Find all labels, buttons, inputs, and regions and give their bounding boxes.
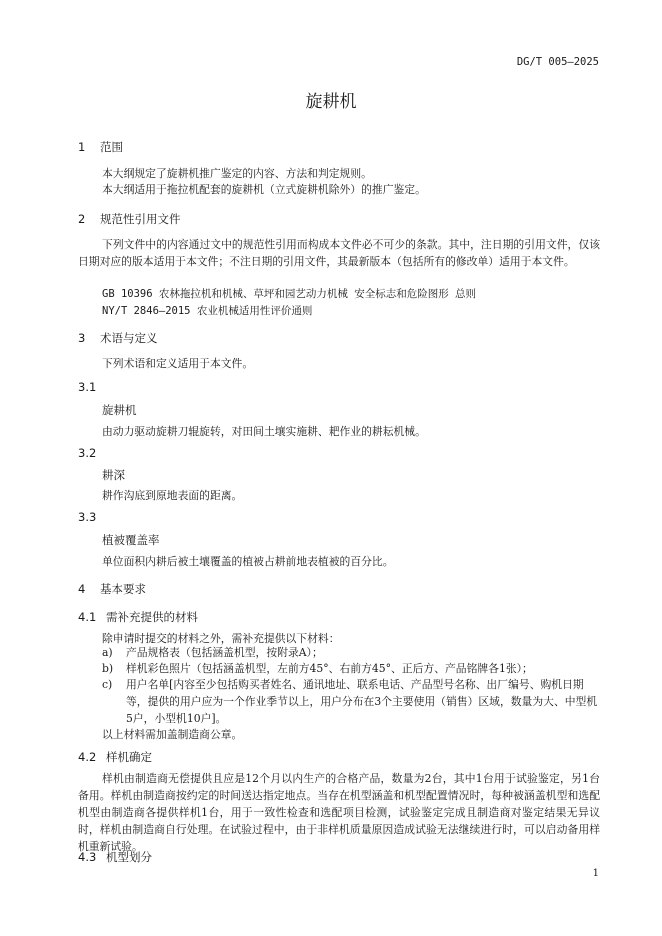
subsection-4-1-title: 需补充提供的材料 bbox=[106, 610, 198, 624]
list-text-a: 产品规格表（包括涵盖机型，按附录A）； bbox=[126, 646, 323, 659]
subsection-4-2-number: 4.2 bbox=[78, 750, 97, 764]
section-4-heading bbox=[78, 581, 146, 597]
subsection-4-1-number: 4.1 bbox=[78, 610, 97, 624]
section-1-title: 范围 bbox=[100, 140, 123, 154]
subsection-4-2-heading bbox=[78, 749, 152, 765]
term-3-definition: 单位面积内耕后被土壤覆盖的植被占耕前地表植被的百分比。 bbox=[102, 555, 394, 568]
section-4-title: 基本要求 bbox=[100, 582, 146, 596]
subsection-4-3-number: 4.3 bbox=[78, 850, 97, 864]
section-2-para-1: 下列文件中的内容通过文中的规范性引用而构成本文件必不可少的条款。其中，注日期的引用文件，仅该日期对应的版本适用于本文件；不注日期的引用文件，其最新版本（包括所有的修改单）适用于本文件。 bbox=[78, 238, 600, 268]
term-1-number: 3.1 bbox=[78, 380, 97, 394]
document-title: 旋耕机 bbox=[305, 92, 357, 112]
list-text-b: 样机彩色照片（包括涵盖机型，左前方45°、右前方45°、正后方、产品铭牌各1张）； bbox=[126, 662, 533, 675]
term-2-name: 耕深 bbox=[102, 468, 125, 482]
section-3-para-1: 下列术语和定义适用于本文件。 bbox=[102, 357, 254, 370]
list-text-c: 用户名单[内容至少包括购买者姓名、通讯地址、联系电话、产品型号名称、出厂编号、购机日期等，提供的用户应为一个作业季节以上，用户分布在3个主要使用（销售）区域，数量为大、中型机5户，小型机10户]。 bbox=[126, 678, 598, 725]
subsection-4-2-title: 样机确定 bbox=[106, 750, 152, 764]
reference-2: NY/T 2846—2015 农业机械适用性评价通则 bbox=[102, 305, 313, 317]
section-4-number: 4 bbox=[78, 582, 86, 596]
section-2-number: 2 bbox=[78, 212, 86, 226]
list-item-b bbox=[102, 660, 600, 677]
subsection-4-1-heading bbox=[78, 609, 198, 625]
list-item-a bbox=[102, 644, 600, 661]
section-1-heading bbox=[78, 139, 123, 155]
standard-code: DG/T 005—2025 bbox=[516, 56, 599, 68]
subsection-4-1-intro: 除申请时提交的材料之外，需补充提供以下材料： bbox=[102, 632, 340, 645]
section-1-para-1: 本大纲规定了旋耕机推广鉴定的内容、方法和判定规则。 bbox=[102, 167, 372, 180]
page-number: 1 bbox=[592, 868, 599, 879]
reference-1: GB 10396 农林拖拉机和机械、草坪和园艺动力机械 安全标志和危险图形 总则 bbox=[102, 288, 477, 300]
section-2-heading bbox=[78, 211, 181, 227]
section-2-title: 规范性引用文件 bbox=[100, 212, 181, 226]
section-3-title: 术语与定义 bbox=[100, 331, 158, 345]
term-3-name: 植被覆盖率 bbox=[102, 533, 160, 547]
section-3-number: 3 bbox=[78, 331, 86, 345]
term-2-definition: 耕作沟底到原地表面的距离。 bbox=[102, 489, 243, 502]
subsection-4-2-para-1: 样机由制造商无偿提供且应是12个月以内生产的合格产品，数量为2台，其中1台用于试验鉴定，另1台备用。样机由制造商按约定的时间送达指定地点。当存在机型涵盖和机型配置情况时，每种被涵盖机型和选配机型由制造商各提供样机1台，用于一致性检查和选配项目检测，试验鉴定完成且制造商对鉴定结果无异议时，样机由制造商自行处理。在试验过程中，由于非样机质量原因造成试验无法继续进行时，可以启动备用样机重新试验。 bbox=[78, 772, 600, 853]
term-1-name: 旋耕机 bbox=[102, 403, 137, 417]
section-3-heading bbox=[78, 330, 158, 346]
list-marker-b: b) bbox=[102, 662, 114, 675]
subsection-4-3-title: 机型划分 bbox=[106, 850, 152, 864]
term-2-number: 3.2 bbox=[78, 446, 97, 460]
list-marker-c: c) bbox=[102, 678, 113, 691]
list-marker-a: a) bbox=[102, 646, 113, 659]
subsection-4-1-outro: 以上材料需加盖制造商公章。 bbox=[102, 728, 243, 741]
subsection-4-3-heading bbox=[78, 849, 152, 865]
term-3-number: 3.3 bbox=[78, 510, 97, 524]
section-1-number: 1 bbox=[78, 140, 86, 154]
list-item-c bbox=[102, 676, 600, 727]
section-1-para-2: 本大纲适用于拖拉机配套的旋耕机（立式旋耕机除外）的推广鉴定。 bbox=[102, 183, 426, 196]
term-1-definition: 由动力驱动旋耕刀辊旋转，对田间土壤实施耕、耙作业的耕耘机械。 bbox=[102, 425, 426, 438]
